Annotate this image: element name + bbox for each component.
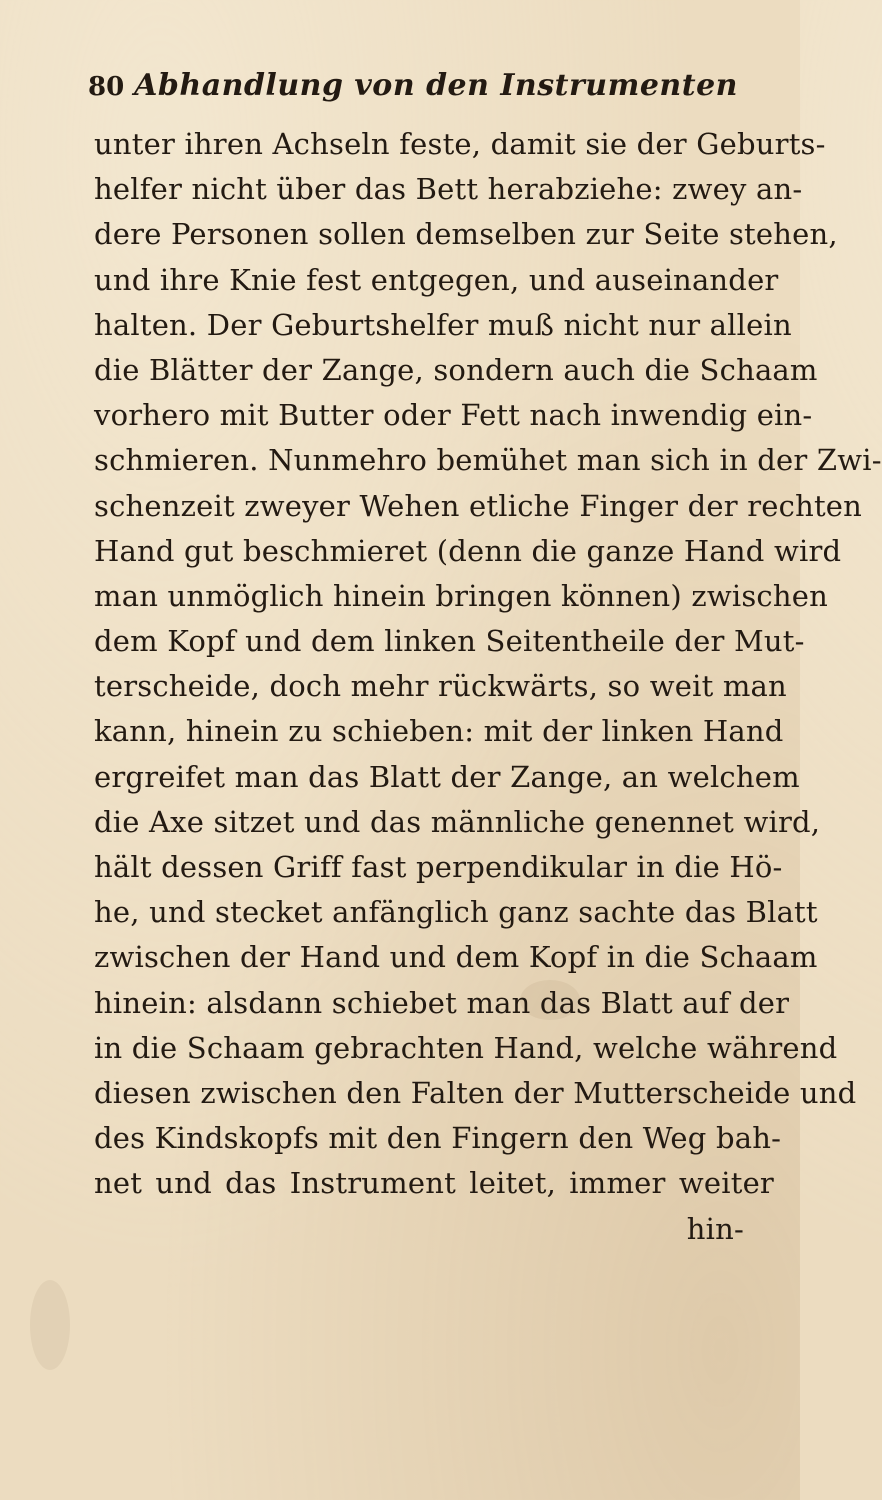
text-line: und ihre Knie fest entgegen, und auseinander xyxy=(94,262,779,297)
page-header xyxy=(88,68,738,108)
text-line: die Axe sitzet und das männliche genennet wird, xyxy=(94,804,821,839)
text-line: vorhero mit Butter oder Fett nach inwendig ein- xyxy=(94,398,813,433)
text-line: man unmöglich hinein bringen können) zwischen xyxy=(94,578,828,613)
text-line: hinein: alsdann schiebet man das Blatt auf der xyxy=(94,985,790,1020)
text-line: die Blätter der Zange, sondern auch die Schaam xyxy=(94,352,818,387)
text-line: ergreifet man das Blatt der Zange, an welchem xyxy=(94,759,800,794)
text-line: halten. Der Geburtshelfer muß nicht nur allein xyxy=(94,307,792,342)
text-line: des Kindskopfs mit den Fingern den Weg bah- xyxy=(94,1121,782,1156)
text-line: dem Kopf und dem linken Seitentheile der Mut- xyxy=(94,624,805,659)
text-line: in die Schaam gebrachten Hand, welche während xyxy=(94,1030,838,1065)
text-line: zwischen der Hand und dem Kopf in die Schaam xyxy=(94,940,818,975)
page-number: 80 xyxy=(88,72,125,102)
text-line: hält dessen Griff fast perpendikular in die Hö- xyxy=(94,850,783,884)
paper-stain xyxy=(30,1280,70,1370)
text-line: helfer nicht über das Bett herabziehe: zwey an- xyxy=(94,172,803,207)
text-line: net und das Instrument leitet, immer weiter xyxy=(94,1166,774,1201)
text-line: unter ihren Achseln feste, damit sie der Geburts- xyxy=(94,127,826,161)
text-line: diesen zwischen den Falten der Mutterscheide und xyxy=(94,1075,857,1110)
text-line: dere Personen sollen demselben zur Seite stehen, xyxy=(94,217,838,252)
text-line: schenzeit zweyer Wehen etliche Finger der rechten xyxy=(94,488,863,523)
text-line: he, und stecket anfänglich ganz sachte das Blatt xyxy=(94,895,818,930)
text-line: kann, hinein zu schieben: mit der linken Hand xyxy=(94,714,784,749)
catchword: hin- xyxy=(686,1211,744,1246)
body-text xyxy=(94,122,882,1252)
text-line: Hand gut beschmieret (denn die ganze Hand wird xyxy=(94,533,842,568)
text-line: schmieren. Nunmehro bemühet man sich in der Zwi- xyxy=(94,443,882,478)
text-line: terscheide, doch mehr rückwärts, so weit man xyxy=(94,669,787,704)
running-head: Abhandlung von den Instrumenten xyxy=(134,68,738,103)
